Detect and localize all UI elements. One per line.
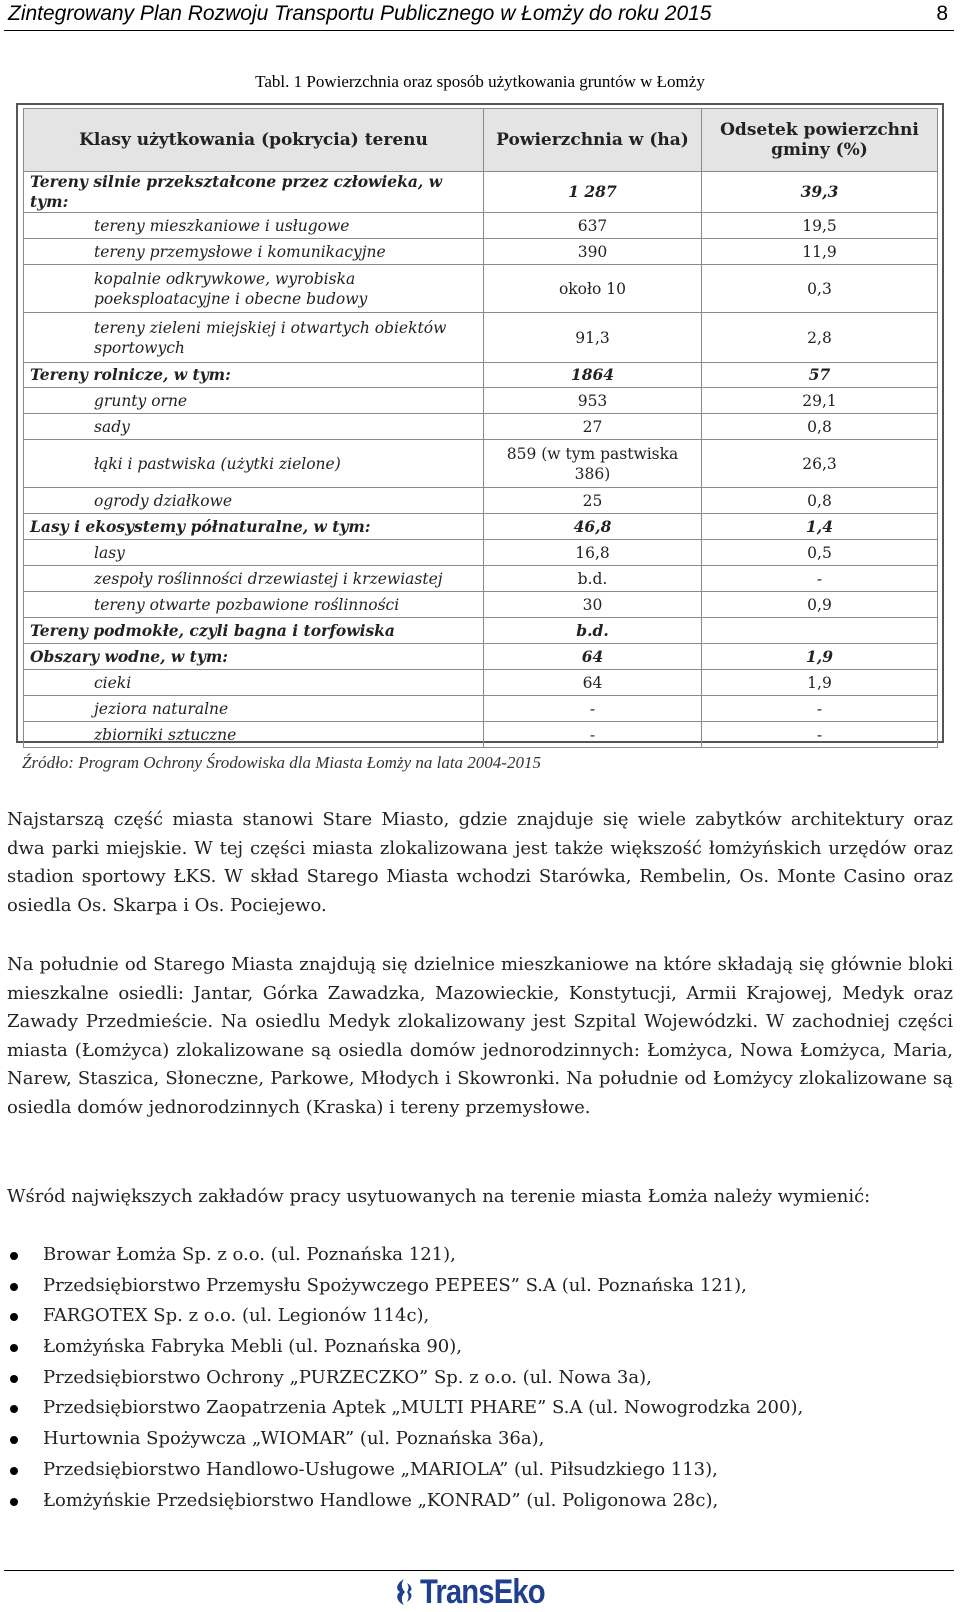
row-percent: 26,3	[702, 440, 938, 488]
list-item-text: Łomżyńska Fabryka Mebli (ul. Poznańska 90),	[43, 1336, 462, 1358]
row-percent: 0,8	[702, 488, 938, 514]
row-area: b.d.	[484, 566, 702, 592]
row-percent: 1,9	[702, 670, 938, 696]
bullet-icon	[10, 1498, 18, 1506]
list-item-text: Browar Łomża Sp. z o.o. (ul. Poznańska 121),	[43, 1244, 456, 1265]
row-percent: 2,8	[702, 313, 938, 363]
row-label: Obszary wodne, w tym:	[24, 644, 484, 670]
row-area: 859 (w tym pastwiska 386)	[484, 440, 702, 488]
row-percent: -	[702, 722, 938, 748]
row-area: 390	[484, 239, 702, 265]
row-label: Lasy i ekosystemy półnaturalne, w tym:	[24, 514, 484, 540]
row-percent	[702, 618, 938, 644]
logo-wordmark: TransEko	[420, 1572, 545, 1611]
list-item	[7, 1393, 953, 1424]
row-area: około 10	[484, 265, 702, 313]
row-label: zbiorniki sztuczne	[24, 722, 484, 748]
bullet-icon	[10, 1405, 18, 1413]
row-percent: 0,9	[702, 592, 938, 618]
table-row	[24, 488, 938, 514]
list-item-text: Przedsiębiorstwo Ochrony „PURZECZKO” Sp. z o.o. (ul. Nowa 3a),	[43, 1366, 652, 1388]
row-area: 16,8	[484, 540, 702, 566]
paragraph-old-town: Najstarszą część miasta stanowi Stare Miasto, gdzie znajduje się wiele zabytków architektury oraz dwa parki miejskie. W tej części miasta zlokalizowana jest także większość łomżyńskich urzędów oraz stadion sportowy ŁKS. W skład Starego Miasta wchodzi Starówka, Rembelin, Os. Monte Casino oraz osiedla Os. Skarpa i Os. Pociejewo.	[7, 809, 953, 916]
row-percent: 57	[702, 363, 938, 388]
land-use-table-frame	[16, 103, 944, 743]
bullet-icon	[10, 1375, 18, 1383]
row-percent: 0,8	[702, 414, 938, 440]
bullet-icon	[10, 1313, 18, 1321]
row-area: 64	[484, 644, 702, 670]
table-row	[24, 440, 938, 488]
row-label: grunty orne	[24, 388, 484, 414]
row-area: b.d.	[484, 618, 702, 644]
table-caption: Tabl. 1 Powierzchnia oraz sposób użytkowania gruntów w Łomży	[255, 72, 705, 91]
page-number: 8	[936, 2, 948, 25]
bullet-icon	[10, 1283, 18, 1291]
row-percent: 11,9	[702, 239, 938, 265]
row-area: 91,3	[484, 313, 702, 363]
table-row	[24, 388, 938, 414]
land-use-table	[23, 108, 938, 748]
list-item-text: Hurtownia Spożywcza „WIOMAR” (ul. Poznańska 36a),	[43, 1428, 545, 1450]
list-item-text: Przedsiębiorstwo Zaopatrzenia Aptek „MULTI PHARE” S.A (ul. Nowogrodzka 200),	[43, 1397, 804, 1419]
table-row	[24, 265, 938, 313]
transeko-logo	[392, 1574, 565, 1610]
row-area: 30	[484, 592, 702, 618]
table-row	[24, 172, 938, 213]
row-area: 64	[484, 670, 702, 696]
list-item	[7, 1455, 953, 1486]
list-item	[7, 1424, 953, 1455]
row-percent: 0,3	[702, 265, 938, 313]
row-percent: 1,9	[702, 644, 938, 670]
table-row	[24, 514, 938, 540]
list-item-text: Przedsiębiorstwo Handlowo-Usługowe „MARIOLA” (ul. Piłsudzkiego 113),	[43, 1458, 718, 1480]
row-percent: 39,3	[702, 172, 938, 213]
row-percent: -	[702, 566, 938, 592]
bullet-icon	[10, 1252, 18, 1260]
list-item	[7, 1271, 953, 1302]
page-header	[4, 0, 954, 31]
row-area: 953	[484, 388, 702, 414]
row-percent: 0,5	[702, 540, 938, 566]
employers-list	[7, 1240, 953, 1516]
row-label: tereny przemysłowe i komunikacyjne	[24, 239, 484, 265]
column-header-class: Klasy użytkowania (pokrycia) terenu	[24, 109, 484, 172]
row-label: lasy	[24, 540, 484, 566]
footer-divider	[4, 1570, 954, 1571]
row-area: 27	[484, 414, 702, 440]
table-header-row	[24, 109, 938, 172]
bullet-icon	[10, 1344, 18, 1352]
bullet-icon	[10, 1467, 18, 1475]
row-area: 46,8	[484, 514, 702, 540]
list-item	[7, 1332, 953, 1363]
paragraph-districts: Na południe od Starego Miasta znajdują się dzielnice mieszkaniowe na które składają się głównie bloki mieszkalne osiedli: Jantar, Górka Zawadzka, Mazowieckie, Konstytucji, Armii Krajowej, Medyk oraz Zawady Przedmieście. Na osiedlu Medyk zlokalizowany jest Szpital Wojewódzki. W zachodniej części miasta (Łomżyca) zlokalizowane są osiedla domów jednorodzinnych: Łomżyca, Nowa Łomżyca, Maria, Narew, Staszica, Słoneczne, Parkowe, Młodych i Skowronki. Na południe od Łomżycy zlokalizowane są osiedla domów jednorodzinnych (Kraska) i tereny przemysłowe.	[7, 954, 953, 1118]
table-row	[24, 566, 938, 592]
row-label: sady	[24, 414, 484, 440]
row-label: cieki	[24, 670, 484, 696]
row-area: 25	[484, 488, 702, 514]
row-label: tereny zieleni miejskiej i otwartych obiektów sportowych	[24, 313, 484, 363]
table-row	[24, 592, 938, 618]
list-item-text: FARGOTEX Sp. z o.o. (ul. Legionów 114c),	[43, 1305, 430, 1327]
row-label: kopalnie odkrywkowe, wyrobiska poeksploatacyjne i obecne budowy	[24, 265, 484, 313]
row-label: tereny mieszkaniowe i usługowe	[24, 213, 484, 239]
row-area: 1 287	[484, 172, 702, 213]
row-label: ogrody działkowe	[24, 488, 484, 514]
row-label: Tereny rolnicze, w tym:	[24, 363, 484, 388]
table-row	[24, 414, 938, 440]
table-row	[24, 363, 938, 388]
row-area: 637	[484, 213, 702, 239]
column-header-percent: Odsetek powierzchni gminy (%)	[702, 109, 938, 172]
row-percent: 29,1	[702, 388, 938, 414]
row-percent: -	[702, 696, 938, 722]
row-label: Tereny podmokłe, czyli bagna i torfowiska	[24, 618, 484, 644]
row-percent: 19,5	[702, 213, 938, 239]
table-row	[24, 670, 938, 696]
table-row	[24, 239, 938, 265]
table-row	[24, 540, 938, 566]
list-item	[7, 1301, 953, 1332]
row-area: -	[484, 696, 702, 722]
row-area: -	[484, 722, 702, 748]
row-label: tereny otwarte pozbawione roślinności	[24, 592, 484, 618]
row-label: jeziora naturalne	[24, 696, 484, 722]
table-row	[24, 213, 938, 239]
paragraph-employers-intro: Wśród największych zakładów pracy usytuowanych na terenie miasta Łomża należy wymienić:	[7, 1186, 871, 1207]
table-row	[24, 644, 938, 670]
document-title: Zintegrowany Plan Rozwoju Transportu Publicznego w Łomży do roku 2015	[8, 2, 712, 25]
row-label: Tereny silnie przekształcone przez człowieka, w tym:	[24, 172, 484, 213]
table-row	[24, 313, 938, 363]
list-item-text: Łomżyńskie Przedsiębiorstwo Handlowe „KONRAD” (ul. Poligonowa 28c),	[43, 1489, 719, 1511]
table-source-note: Źródło: Program Ochrony Środowiska dla Miasta Łomży na lata 2004-2015	[22, 753, 541, 772]
table-row	[24, 696, 938, 722]
row-percent: 1,4	[702, 514, 938, 540]
row-area: 1864	[484, 363, 702, 388]
list-item	[7, 1486, 953, 1517]
row-label: zespoły roślinności drzewiastej i krzewiastej	[24, 566, 484, 592]
transeko-mark-icon	[392, 1577, 416, 1607]
list-item-text: Przedsiębiorstwo Przemysłu Spożywczego PEPEES” S.A (ul. Poznańska 121),	[43, 1274, 747, 1296]
list-item	[7, 1240, 953, 1271]
column-header-area: Powierzchnia w (ha)	[484, 109, 702, 172]
bullet-icon	[10, 1436, 18, 1444]
table-row	[24, 722, 938, 748]
table-row	[24, 618, 938, 644]
list-item	[7, 1363, 953, 1394]
row-label: łąki i pastwiska (użytki zielone)	[24, 440, 484, 488]
